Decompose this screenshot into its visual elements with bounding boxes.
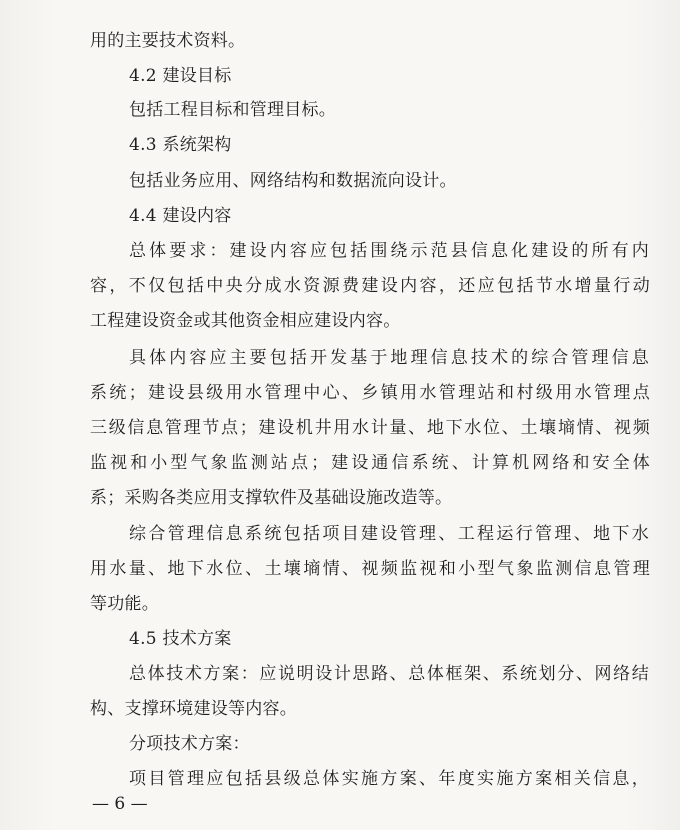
paragraph-line-content: 具体内容应主要包括开发基于地理信息技术的综合管理信息 — [129, 348, 649, 368]
paragraph-line-content: 系；采购各类应用支撑软件及基础设施改造等。 — [90, 488, 453, 508]
text-line-content: 包括业务应用、网络结构和数据流向设计。 — [129, 171, 457, 191]
text-line-content: 用的主要技术资料。 — [90, 31, 246, 51]
paragraph-line-content: 三级信息管理节点；建设机井用水计量、地下水位、土壤墒情、视频 — [90, 418, 650, 438]
paragraph-line-content: 工程建设资金或其他资金相应建设内容。 — [90, 311, 401, 331]
paragraph-line — [129, 239, 649, 263]
paragraph-line — [129, 662, 649, 686]
section-heading-4-2-text: 4.2 建设目标 — [129, 66, 232, 86]
paragraph-line — [90, 557, 650, 581]
section-heading-4-2 — [129, 64, 680, 88]
section-heading-4-3-text: 4.3 系统架构 — [129, 135, 232, 155]
section-heading-4-5 — [129, 627, 680, 651]
paragraph-line-content: 系统；建设县级用水管理中心、乡镇用水管理站和村级用水管理点 — [90, 383, 650, 403]
paragraph-line-content: 项目管理应包括县级总体实施方案、年度实施方案相关信息， — [129, 769, 649, 789]
paragraph-line — [90, 486, 650, 510]
paragraph-line-content: 综合管理信息系统包括项目建设管理、工程运行管理、地下水 — [129, 524, 649, 544]
paragraph-line — [90, 697, 650, 721]
paragraph-line-content: 构、支撑环境建设等内容。 — [90, 699, 297, 719]
paragraph-line — [90, 451, 650, 475]
section-heading-4-5-text: 4.5 技术方案 — [129, 629, 232, 649]
paragraph-line — [129, 346, 649, 370]
paragraph-line-content: 总体技术方案：应说明设计思路、总体框架、系统划分、网络结 — [129, 664, 649, 684]
section-heading-4-4-text: 4.4 建设内容 — [129, 206, 232, 226]
paragraph-line-content: 监视和小型气象监测站点；建设通信系统、计算机网络和安全体 — [90, 453, 650, 473]
paragraph-line-content: 等功能。 — [90, 594, 159, 614]
paragraph-line — [129, 732, 649, 756]
paragraph-line — [90, 592, 650, 616]
section-heading-4-3 — [129, 133, 680, 157]
paragraph-line — [90, 381, 650, 405]
paragraph-line-content: 容，不仅包括中央分成水资源费建设内容，还应包括节水增量行动 — [90, 276, 650, 296]
paragraph-line — [129, 522, 649, 546]
section-heading-4-4 — [129, 204, 680, 228]
text-line — [90, 29, 650, 53]
paragraph-line — [90, 416, 650, 440]
page-number: — 6 — — [92, 794, 148, 814]
text-line-content: 包括工程目标和管理目标。 — [129, 100, 336, 120]
paragraph-line — [129, 767, 649, 791]
paragraph-line-content: 总体要求：建设内容应包括围绕示范县信息化建设的所有内 — [129, 241, 649, 261]
paragraph-line-content: 分项技术方案： — [129, 734, 250, 754]
paragraph-line — [90, 309, 650, 333]
paragraph-line — [90, 274, 650, 298]
paragraph-line-content: 用水量、地下水位、土壤墒情、视频监视和小型气象监测信息管理 — [90, 559, 650, 579]
text-line — [129, 169, 649, 193]
text-line — [129, 98, 649, 122]
